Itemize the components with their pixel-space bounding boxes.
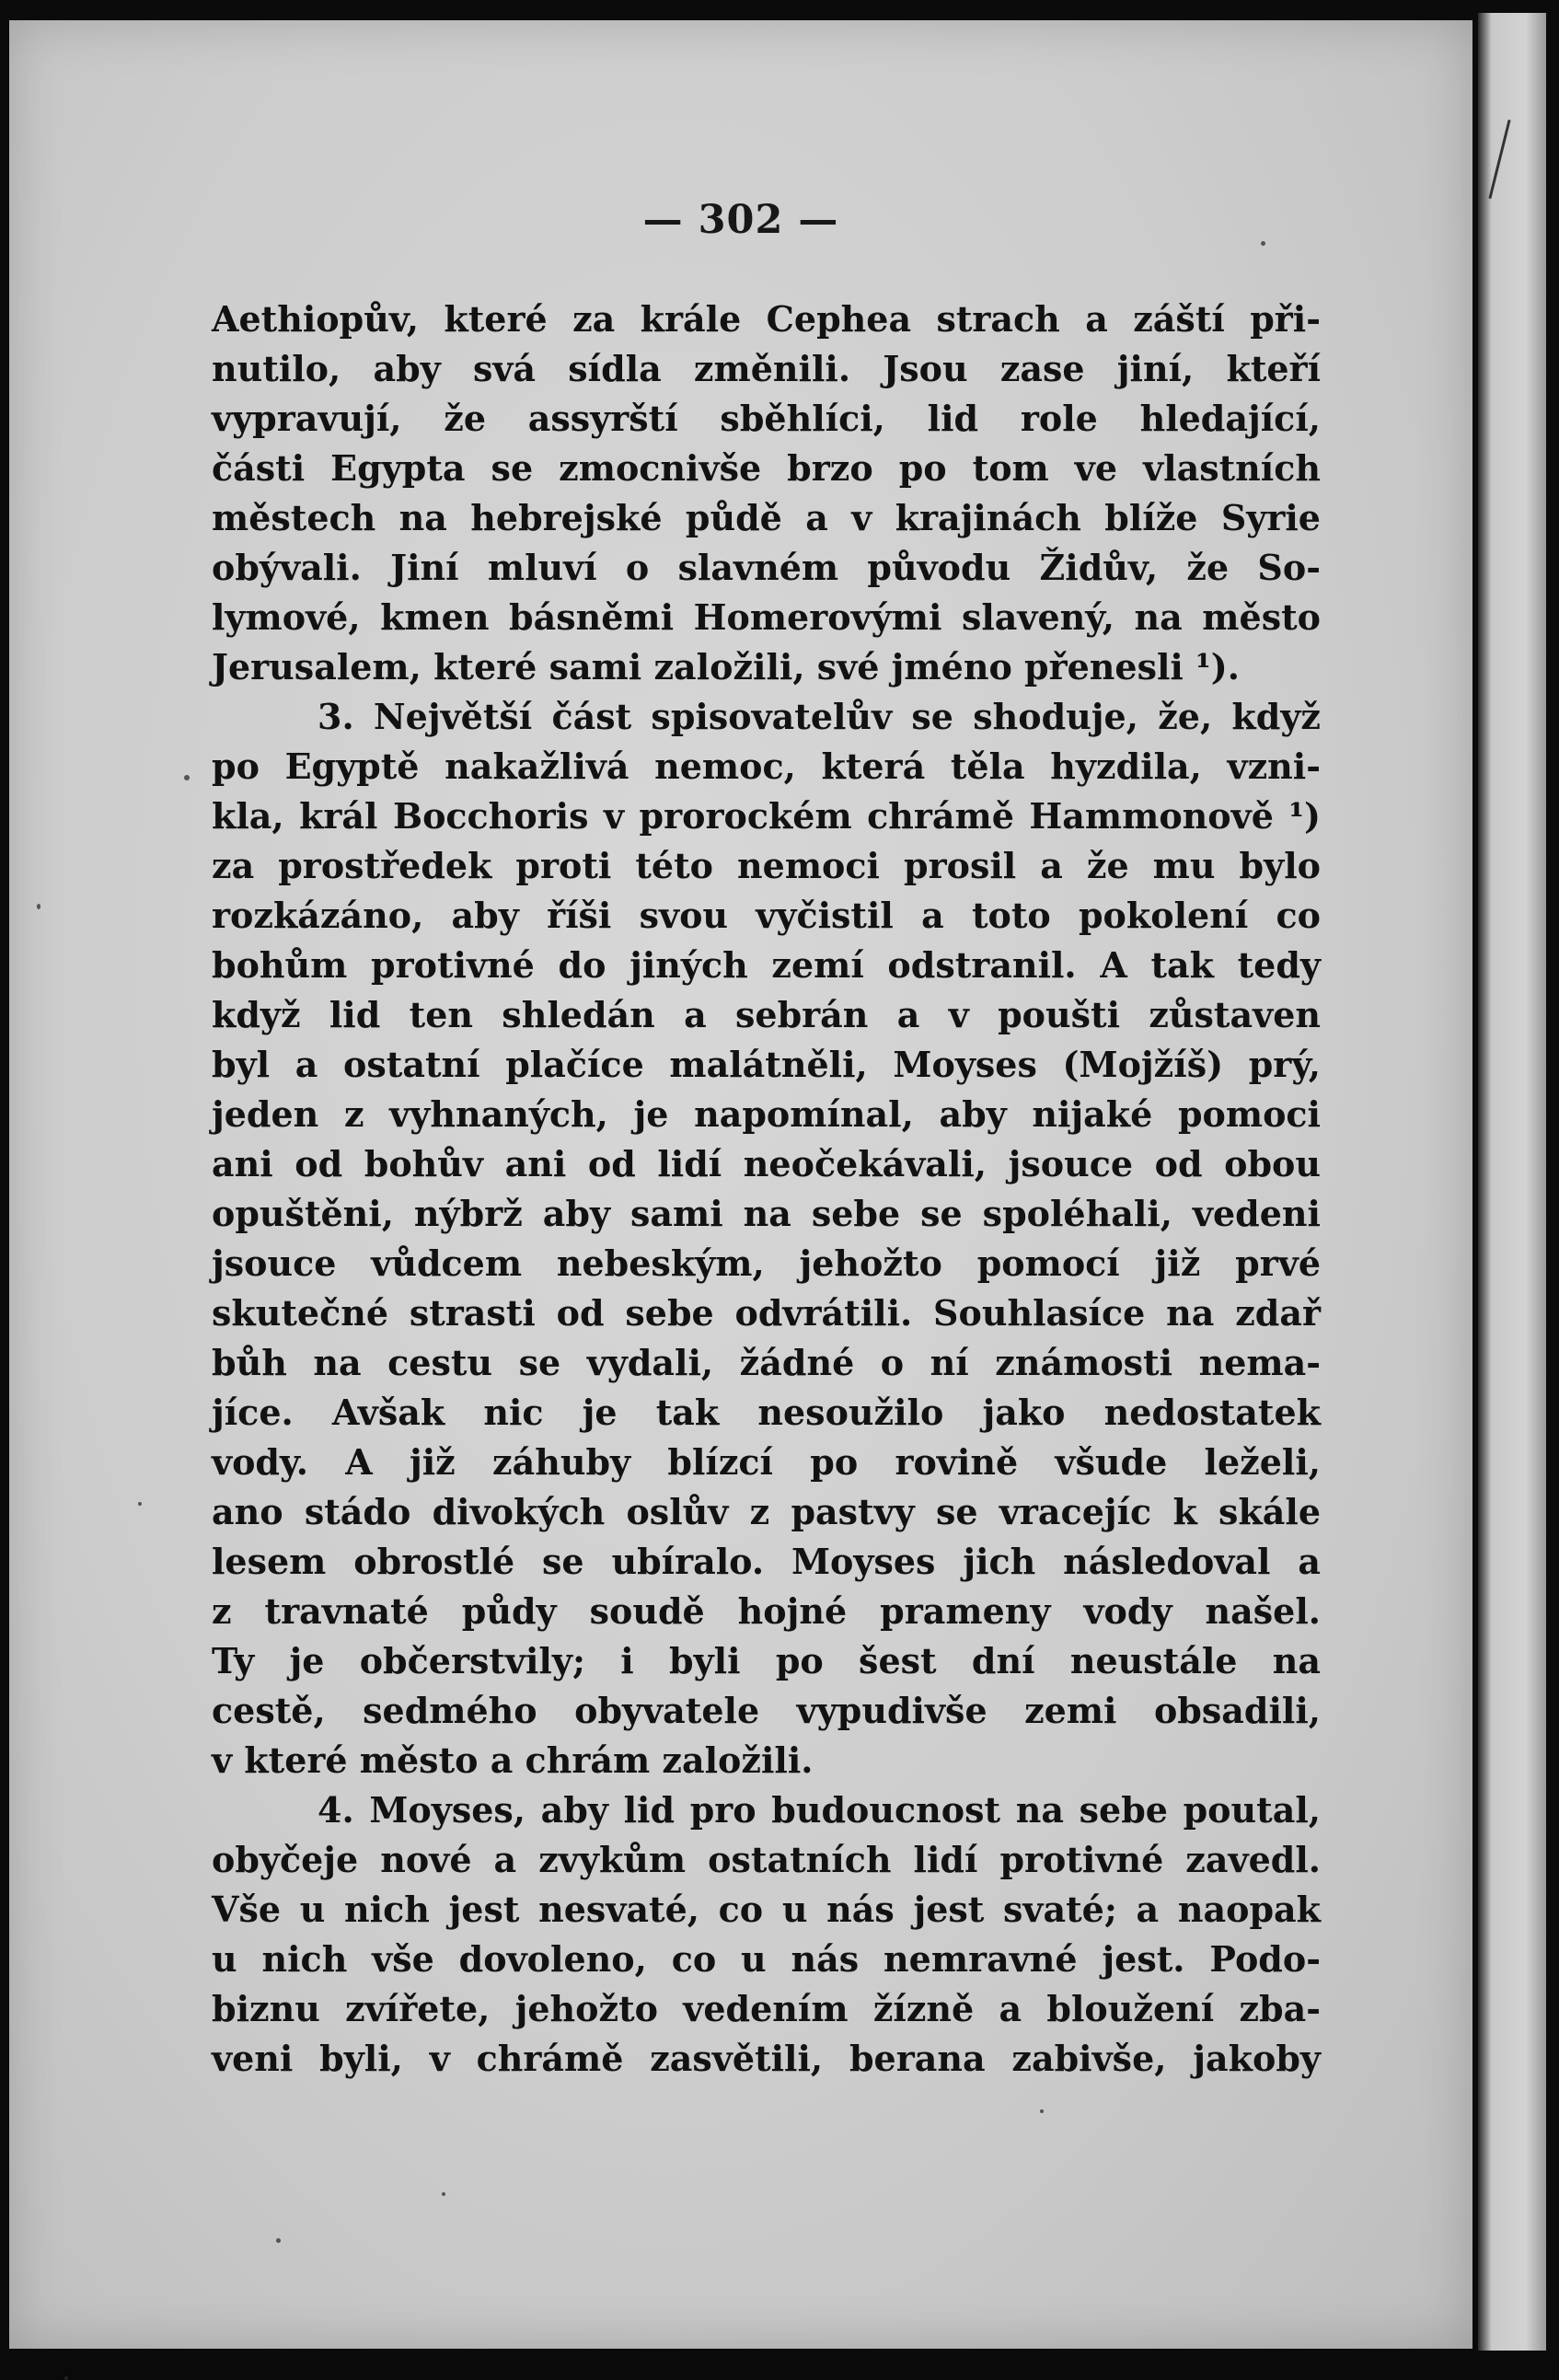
body-text xyxy=(212,295,1321,2084)
dust-speck xyxy=(442,2192,445,2196)
text-line: lymové, kmen básněmi Homerovými slavený, na město xyxy=(212,596,1321,638)
text-line: nutilo, aby svá sídla změnili. Jsou zase jiní, kteří xyxy=(212,348,1321,389)
text-line: části Egypta se zmocnivše brzo po tom ve vlastních xyxy=(212,447,1321,489)
text-line: Ty je občerstvily; i byli po šest dní neustále na xyxy=(212,1640,1321,1681)
text-line: skutečné strasti od sebe odvrátili. Souhlasíce na zdař xyxy=(212,1292,1321,1334)
edge-mark xyxy=(1488,120,1510,199)
text-line: vody. A již záhuby blízcí po rovině všude leželi, xyxy=(212,1441,1321,1483)
text-line: byl a ostatní plačíce malátněli, Moyses (Mojžíš) prý, xyxy=(212,1044,1321,1085)
text-line: po Egyptě nakažlivá nemoc, která těla hyzdila, vzni- xyxy=(212,745,1321,787)
adjacent-page-edge xyxy=(1478,13,1546,2351)
text-line: obývali. Jiní mluví o slavném původu Židův, že So- xyxy=(212,547,1321,588)
dust-speck xyxy=(184,775,190,780)
text-line: ani od bohův ani od lidí neočekávali, jsouce od obou xyxy=(212,1143,1321,1184)
dust-speck xyxy=(1040,2109,1044,2113)
text-line: v které město a chrám založili. xyxy=(212,1739,814,1781)
paragraph-start-line: 3. Největší část spisovatelův se shoduje, že, když xyxy=(318,696,1321,737)
text-line: jeden z vyhnaných, je napomínal, aby nijaké pomoci xyxy=(212,1093,1321,1135)
book-page xyxy=(9,20,1472,2349)
text-line: Aethiopův, které za krále Cephea strach a záští při- xyxy=(212,298,1321,340)
text-line: bůh na cestu se vydali, žádné o ní známosti nema- xyxy=(212,1342,1321,1383)
text-line: kla, král Bocchoris v prorockém chrámě Hammonově ¹) xyxy=(212,795,1321,837)
text-line: rozkázáno, aby říši svou vyčistil a toto pokolení co xyxy=(212,895,1321,936)
dust-speck xyxy=(64,2376,68,2380)
text-line: cestě, sedmého obyvatele vypudivše zemi obsadili, xyxy=(212,1690,1321,1731)
dust-speck xyxy=(37,904,40,909)
text-line: obyčeje nové a zvykům ostatních lidí protivné zavedl. xyxy=(212,1839,1321,1880)
text-line: u nich vše dovoleno, co u nás nemravné jest. Podo- xyxy=(212,1938,1321,1980)
text-line: jsouce vůdcem nebeským, jehožto pomocí již prvé xyxy=(212,1242,1321,1284)
text-line: vypravují, že assyrští sběhlíci, lid role hledající, xyxy=(212,398,1321,439)
text-line: lesem obrostlé se ubíralo. Moyses jich následoval a xyxy=(212,1541,1321,1582)
paragraph-start-line: 4. Moyses, aby lid pro budoucnost na sebe poutal, xyxy=(318,1789,1321,1831)
text-line: městech na hebrejské půdě a v krajinách blíže Syrie xyxy=(212,497,1321,538)
text-line: Jerusalem, které sami založili, své jméno přenesli ¹). xyxy=(212,646,1240,687)
text-line: bohům protivné do jiných zemí odstranil. A tak tedy xyxy=(212,944,1321,986)
page-number: — 302 — xyxy=(642,197,839,243)
dust-speck xyxy=(138,1502,142,1506)
text-line: jíce. Avšak nic je tak nesoužilo jako nedostatek xyxy=(212,1392,1321,1433)
text-line: když lid ten shledán a sebrán a v poušti zůstaven xyxy=(212,994,1321,1035)
text-line: veni byli, v chrámě zasvětili, berana zabivše, jakoby xyxy=(212,2038,1321,2079)
text-line: ano stádo divokých oslův z pastvy se vracejíc k skále xyxy=(212,1491,1321,1532)
text-line: biznu zvířete, jehožto vedením žízně a bloužení zba- xyxy=(212,1988,1321,2029)
dust-speck xyxy=(276,2238,281,2243)
text-line: za prostředek proti této nemoci prosil a že mu bylo xyxy=(212,845,1321,886)
text-line: z travnaté půdy soudě hojné prameny vody našel. xyxy=(212,1590,1321,1632)
text-line: opuštěni, nýbrž aby sami na sebe se spoléhali, vedeni xyxy=(212,1193,1321,1234)
text-line: Vše u nich jest nesvaté, co u nás jest svaté; a naopak xyxy=(212,1889,1321,1930)
